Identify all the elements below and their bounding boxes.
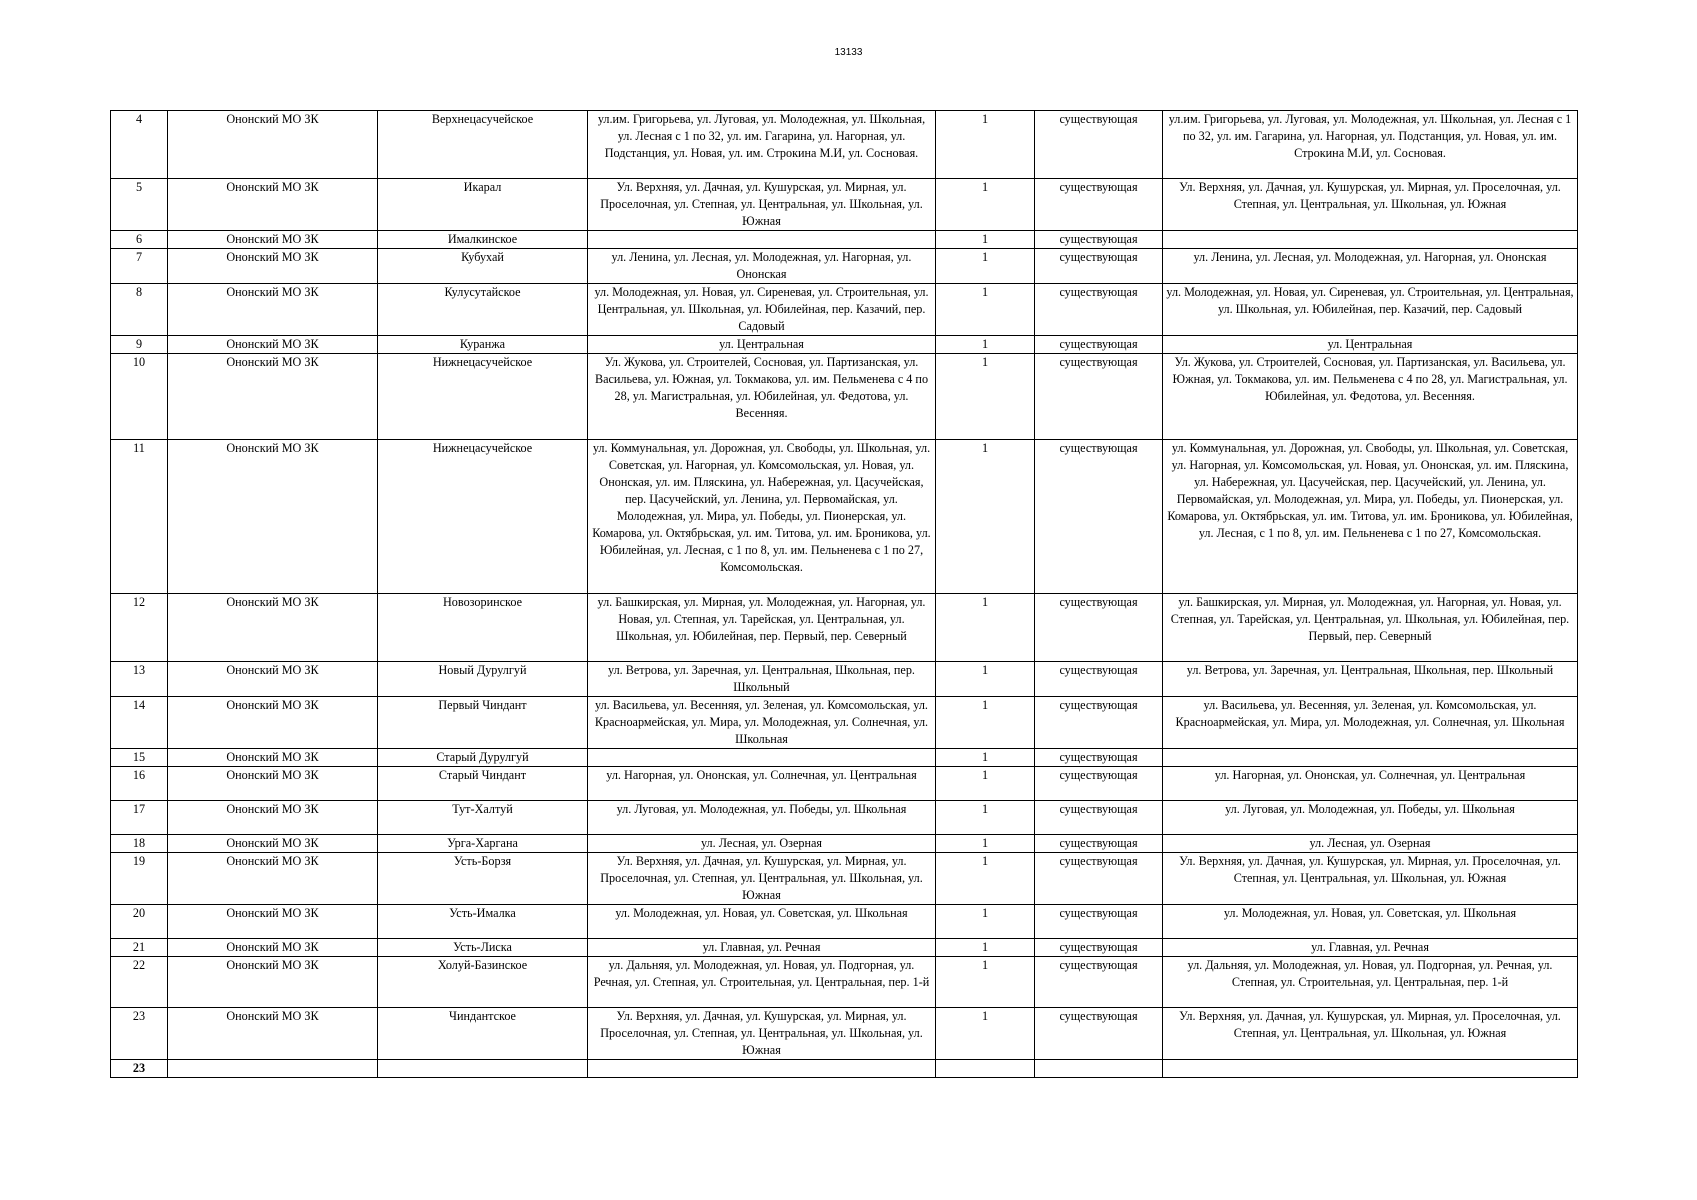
municipality-cell: Ононский МО ЗК: [168, 249, 378, 284]
settlement-cell: Чиндантское: [378, 1008, 588, 1060]
empty-cell: [588, 1060, 936, 1078]
row-number-cell: 7: [111, 249, 168, 284]
streets-cell: ул. Нагорная, ул. Ононская, ул. Солнечная, ул. Центральная: [588, 767, 936, 801]
count-cell: 1: [936, 749, 1035, 767]
count-cell: 1: [936, 853, 1035, 905]
row-number-cell: 13: [111, 662, 168, 697]
table-row: [111, 662, 1578, 697]
table-body: [111, 111, 1578, 1078]
row-number-cell: 11: [111, 440, 168, 594]
empty-cell: [1163, 1060, 1578, 1078]
table-row: [111, 231, 1578, 249]
page-number: 13133: [834, 47, 863, 58]
settlement-cell: Ималкинское: [378, 231, 588, 249]
streets-cell: ул. Дальняя, ул. Молодежная, ул. Новая, ул. Подгорная, ул. Речная, ул. Степная, ул. Строительная, ул. Центральная, пер. 1-й: [588, 957, 936, 1008]
municipality-cell: Ононский МО ЗК: [168, 905, 378, 939]
table-row: [111, 957, 1578, 1008]
count-cell: 1: [936, 249, 1035, 284]
table-row: [111, 767, 1578, 801]
table-row: [111, 594, 1578, 662]
streets-coverage-cell: Ул. Верхняя, ул. Дачная, ул. Кушурская, ул. Мирная, ул. Проселочная, ул. Степная, ул. Центральная, ул. Школьная, ул. Южная: [1163, 1008, 1578, 1060]
streets-cell: ул. Коммунальная, ул. Дорожная, ул. Свободы, ул. Школьная, ул. Советская, ул. Нагорная, ул. Комсомольская, ул. Новая, ул. Ононская, ул. им. Пляскина, ул. Набережная, ул. Цасучейская, пер. Цасучейский, ул. Ленина, ул. Первомайская, ул. Молодежная, ул. Мира, ул. Победы, ул. Пионерская, ул. Комарова, ул. Октябрьская, ул. им. Титова, ул. им. Броникова, ул. Юбилейная, ул. Лесная, с 1 по 8, ул. им. Пельненева с 1 по 27, Комсомольская.: [588, 440, 936, 594]
empty-cell: [168, 1060, 378, 1078]
streets-coverage-cell: ул. Молодежная, ул. Новая, ул. Советская, ул. Школьная: [1163, 905, 1578, 939]
municipality-cell: Ононский МО ЗК: [168, 111, 378, 179]
status-cell: существующая: [1035, 835, 1163, 853]
row-number-cell: 18: [111, 835, 168, 853]
streets-coverage-cell: ул. Центральная: [1163, 336, 1578, 354]
row-number-cell: 22: [111, 957, 168, 1008]
count-cell: 1: [936, 957, 1035, 1008]
streets-coverage-cell: ул. Ленина, ул. Лесная, ул. Молодежная, ул. Нагорная, ул. Ононская: [1163, 249, 1578, 284]
status-cell: существующая: [1035, 111, 1163, 179]
table-row: [111, 336, 1578, 354]
settlement-cell: Первый Чиндант: [378, 697, 588, 749]
municipality-cell: Ононский МО ЗК: [168, 835, 378, 853]
row-number-cell: 16: [111, 767, 168, 801]
row-number-cell: 10: [111, 354, 168, 440]
count-cell: 1: [936, 767, 1035, 801]
municipality-cell: Ононский МО ЗК: [168, 1008, 378, 1060]
streets-coverage-cell: [1163, 231, 1578, 249]
table-row: [111, 179, 1578, 231]
streets-cell: ул. Лесная, ул. Озерная: [588, 835, 936, 853]
row-number-cell: 12: [111, 594, 168, 662]
row-number-cell: 20: [111, 905, 168, 939]
total-count-cell: 23: [111, 1060, 168, 1078]
municipality-cell: Ононский МО ЗК: [168, 336, 378, 354]
settlement-cell: Усть-Лиска: [378, 939, 588, 957]
municipality-cell: Ононский МО ЗК: [168, 440, 378, 594]
settlement-cell: Старый Чиндант: [378, 767, 588, 801]
streets-coverage-cell: Ул. Верхняя, ул. Дачная, ул. Кушурская, ул. Мирная, ул. Проселочная, ул. Степная, ул. Центральная, ул. Школьная, ул. Южная: [1163, 179, 1578, 231]
table-row: [111, 249, 1578, 284]
row-number-cell: 21: [111, 939, 168, 957]
settlement-cell: Старый Дурулгуй: [378, 749, 588, 767]
status-cell: существующая: [1035, 336, 1163, 354]
status-cell: существующая: [1035, 749, 1163, 767]
table-row: [111, 354, 1578, 440]
table-row: [111, 111, 1578, 179]
municipality-cell: Ононский МО ЗК: [168, 697, 378, 749]
status-cell: существующая: [1035, 801, 1163, 835]
count-cell: 1: [936, 440, 1035, 594]
empty-cell: [936, 1060, 1035, 1078]
municipality-cell: Ононский МО ЗК: [168, 354, 378, 440]
streets-coverage-cell: ул. Луговая, ул. Молодежная, ул. Победы, ул. Школьная: [1163, 801, 1578, 835]
settlement-cell: Кубухай: [378, 249, 588, 284]
table-row: [111, 697, 1578, 749]
streets-cell: ул. Ветрова, ул. Заречная, ул. Центральная, Школьная, пер. Школьный: [588, 662, 936, 697]
settlement-cell: Нижнецасучейское: [378, 440, 588, 594]
status-cell: существующая: [1035, 853, 1163, 905]
municipality-cell: Ононский МО ЗК: [168, 284, 378, 336]
count-cell: 1: [936, 905, 1035, 939]
status-cell: существующая: [1035, 179, 1163, 231]
status-cell: существующая: [1035, 231, 1163, 249]
streets-coverage-cell: ул. Молодежная, ул. Новая, ул. Сиреневая, ул. Строительная, ул. Центральная, ул. Школьная, ул. Юбилейная, пер. Казачий, пер. Садовый: [1163, 284, 1578, 336]
table-row: [111, 284, 1578, 336]
settlement-cell: Усть-Борзя: [378, 853, 588, 905]
settlement-cell: Икарал: [378, 179, 588, 231]
streets-cell: [588, 231, 936, 249]
streets-coverage-cell: ул. Ветрова, ул. Заречная, ул. Центральная, Школьная, пер. Школьный: [1163, 662, 1578, 697]
registry-table: [110, 110, 1578, 1078]
streets-coverage-cell: Ул. Жукова, ул. Строителей, Сосновая, ул. Партизанская, ул. Васильева, ул. Южная, ул. Токмакова, ул. им. Пельменева с 4 по 28, ул. Магистральная, ул. Юбилейная, ул. Федотова, ул. Весенняя.: [1163, 354, 1578, 440]
streets-coverage-cell: Ул. Верхняя, ул. Дачная, ул. Кушурская, ул. Мирная, ул. Проселочная, ул. Степная, ул. Центральная, ул. Школьная, ул. Южная: [1163, 853, 1578, 905]
count-cell: 1: [936, 354, 1035, 440]
status-cell: существующая: [1035, 594, 1163, 662]
total-row: [111, 1060, 1578, 1078]
status-cell: существующая: [1035, 1008, 1163, 1060]
streets-cell: ул. Молодежная, ул. Новая, ул. Сиреневая, ул. Строительная, ул. Центральная, ул. Школьная, ул. Юбилейная, пер. Казачий, пер. Садовый: [588, 284, 936, 336]
count-cell: 1: [936, 111, 1035, 179]
settlement-cell: Нижнецасучейское: [378, 354, 588, 440]
settlement-cell: Усть-Ималка: [378, 905, 588, 939]
count-cell: 1: [936, 801, 1035, 835]
municipality-cell: Ононский МО ЗК: [168, 662, 378, 697]
row-number-cell: 15: [111, 749, 168, 767]
table-row: [111, 835, 1578, 853]
row-number-cell: 4: [111, 111, 168, 179]
streets-cell: ул. Центральная: [588, 336, 936, 354]
streets-cell: Ул. Жукова, ул. Строителей, Сосновая, ул. Партизанская, ул. Васильева, ул. Южная, ул. Токмакова, ул. им. Пельменева с 4 по 28, ул. Магистральная, ул. Юбилейная, ул. Федотова, ул. Весенняя.: [588, 354, 936, 440]
status-cell: существующая: [1035, 939, 1163, 957]
streets-cell: ул. Ленина, ул. Лесная, ул. Молодежная, ул. Нагорная, ул. Ононская: [588, 249, 936, 284]
municipality-cell: Ононский МО ЗК: [168, 767, 378, 801]
count-cell: 1: [936, 179, 1035, 231]
streets-cell: [588, 749, 936, 767]
row-number-cell: 14: [111, 697, 168, 749]
empty-cell: [378, 1060, 588, 1078]
status-cell: существующая: [1035, 697, 1163, 749]
count-cell: 1: [936, 284, 1035, 336]
streets-cell: ул. Башкирская, ул. Мирная, ул. Молодежная, ул. Нагорная, ул. Новая, ул. Степная, ул. Тарейская, ул. Центральная, ул. Школьная, ул. Юбилейная, пер. Первый, пер. Северный: [588, 594, 936, 662]
streets-cell: ул. Васильева, ул. Весенняя, ул. Зеленая, ул. Комсомольская, ул. Красноармейская, ул. Мира, ул. Молодежная, ул. Солнечная, ул. Школьная: [588, 697, 936, 749]
settlement-cell: Куранжа: [378, 336, 588, 354]
streets-coverage-cell: ул. Лесная, ул. Озерная: [1163, 835, 1578, 853]
streets-cell: ул.им. Григорьева, ул. Луговая, ул. Молодежная, ул. Школьная, ул. Лесная с 1 по 32, ул. им. Гагарина, ул. Нагорная, ул. Подстанция, ул. Новая, ул. им. Строкина М.И, ул. Сосновая.: [588, 111, 936, 179]
streets-cell: ул. Луговая, ул. Молодежная, ул. Победы, ул. Школьная: [588, 801, 936, 835]
row-number-cell: 9: [111, 336, 168, 354]
municipality-cell: Ононский МО ЗК: [168, 853, 378, 905]
row-number-cell: 23: [111, 1008, 168, 1060]
municipality-cell: Ононский МО ЗК: [168, 179, 378, 231]
count-cell: 1: [936, 697, 1035, 749]
row-number-cell: 19: [111, 853, 168, 905]
status-cell: существующая: [1035, 957, 1163, 1008]
streets-cell: Ул. Верхняя, ул. Дачная, ул. Кушурская, ул. Мирная, ул. Проселочная, ул. Степная, ул. Центральная, ул. Школьная, ул. Южная: [588, 1008, 936, 1060]
municipality-cell: Ононский МО ЗК: [168, 231, 378, 249]
streets-coverage-cell: ул. Васильева, ул. Весенняя, ул. Зеленая, ул. Комсомольская, ул. Красноармейская, ул. Мира, ул. Молодежная, ул. Солнечная, ул. Школьная: [1163, 697, 1578, 749]
table-row: [111, 905, 1578, 939]
streets-coverage-cell: ул.им. Григорьева, ул. Луговая, ул. Молодежная, ул. Школьная, ул. Лесная с 1 по 32, ул. им. Гагарина, ул. Нагорная, ул. Подстанция, ул. Новая, ул. им. Строкина М.И, ул. Сосновая.: [1163, 111, 1578, 179]
settlement-cell: Холуй-Базинское: [378, 957, 588, 1008]
streets-coverage-cell: ул. Нагорная, ул. Ононская, ул. Солнечная, ул. Центральная: [1163, 767, 1578, 801]
status-cell: существующая: [1035, 767, 1163, 801]
count-cell: 1: [936, 939, 1035, 957]
table-row: [111, 440, 1578, 594]
empty-cell: [1035, 1060, 1163, 1078]
count-cell: 1: [936, 835, 1035, 853]
settlement-cell: Урга-Харгана: [378, 835, 588, 853]
row-number-cell: 6: [111, 231, 168, 249]
municipality-cell: Ононский МО ЗК: [168, 749, 378, 767]
row-number-cell: 17: [111, 801, 168, 835]
streets-cell: ул. Молодежная, ул. Новая, ул. Советская, ул. Школьная: [588, 905, 936, 939]
streets-coverage-cell: ул. Башкирская, ул. Мирная, ул. Молодежная, ул. Нагорная, ул. Новая, ул. Степная, ул. Тарейская, ул. Центральная, ул. Школьная, ул. Юбилейная, пер. Первый, пер. Северный: [1163, 594, 1578, 662]
status-cell: существующая: [1035, 354, 1163, 440]
count-cell: 1: [936, 1008, 1035, 1060]
municipality-cell: Ононский МО ЗК: [168, 594, 378, 662]
status-cell: существующая: [1035, 662, 1163, 697]
settlement-cell: Новый Дурулгуй: [378, 662, 588, 697]
municipality-cell: Ононский МО ЗК: [168, 939, 378, 957]
municipality-cell: Ононский МО ЗК: [168, 957, 378, 1008]
settlement-cell: Кулусутайское: [378, 284, 588, 336]
table-row: [111, 749, 1578, 767]
streets-coverage-cell: ул. Главная, ул. Речная: [1163, 939, 1578, 957]
settlement-cell: Тут-Халтуй: [378, 801, 588, 835]
streets-coverage-cell: ул. Дальняя, ул. Молодежная, ул. Новая, ул. Подгорная, ул. Речная, ул. Степная, ул. Строительная, ул. Центральная, пер. 1-й: [1163, 957, 1578, 1008]
streets-coverage-cell: ул. Коммунальная, ул. Дорожная, ул. Свободы, ул. Школьная, ул. Советская, ул. Нагорная, ул. Комсомольская, ул. Новая, ул. Ононская, ул. им. Пляскина, ул. Набережная, ул. Цасучейская, пер. Цасучейский, ул. Ленина, ул. Первомайская, ул. Молодежная, ул. Мира, ул. Победы, ул. Пионерская, ул. Комарова, ул. Октябрьская, ул. им. Титова, ул. им. Броникова, ул. Юбилейная, ул. Лесная, с 1 по 8, ул. им. Пельненева с 1 по 27, Комсомольская.: [1163, 440, 1578, 594]
municipality-cell: Ононский МО ЗК: [168, 801, 378, 835]
status-cell: существующая: [1035, 249, 1163, 284]
row-number-cell: 8: [111, 284, 168, 336]
table-row: [111, 801, 1578, 835]
count-cell: 1: [936, 231, 1035, 249]
row-number-cell: 5: [111, 179, 168, 231]
settlement-cell: Новозоринское: [378, 594, 588, 662]
count-cell: 1: [936, 662, 1035, 697]
table-row: [111, 853, 1578, 905]
status-cell: существующая: [1035, 905, 1163, 939]
streets-coverage-cell: [1163, 749, 1578, 767]
status-cell: существующая: [1035, 284, 1163, 336]
table-row: [111, 939, 1578, 957]
settlement-cell: Верхнецасучейское: [378, 111, 588, 179]
status-cell: существующая: [1035, 440, 1163, 594]
streets-cell: ул. Главная, ул. Речная: [588, 939, 936, 957]
table-row: [111, 1008, 1578, 1060]
streets-cell: Ул. Верхняя, ул. Дачная, ул. Кушурская, ул. Мирная, ул. Проселочная, ул. Степная, ул. Центральная, ул. Школьная, ул. Южная: [588, 179, 936, 231]
count-cell: 1: [936, 594, 1035, 662]
streets-cell: Ул. Верхняя, ул. Дачная, ул. Кушурская, ул. Мирная, ул. Проселочная, ул. Степная, ул. Центральная, ул. Школьная, ул. Южная: [588, 853, 936, 905]
count-cell: 1: [936, 336, 1035, 354]
